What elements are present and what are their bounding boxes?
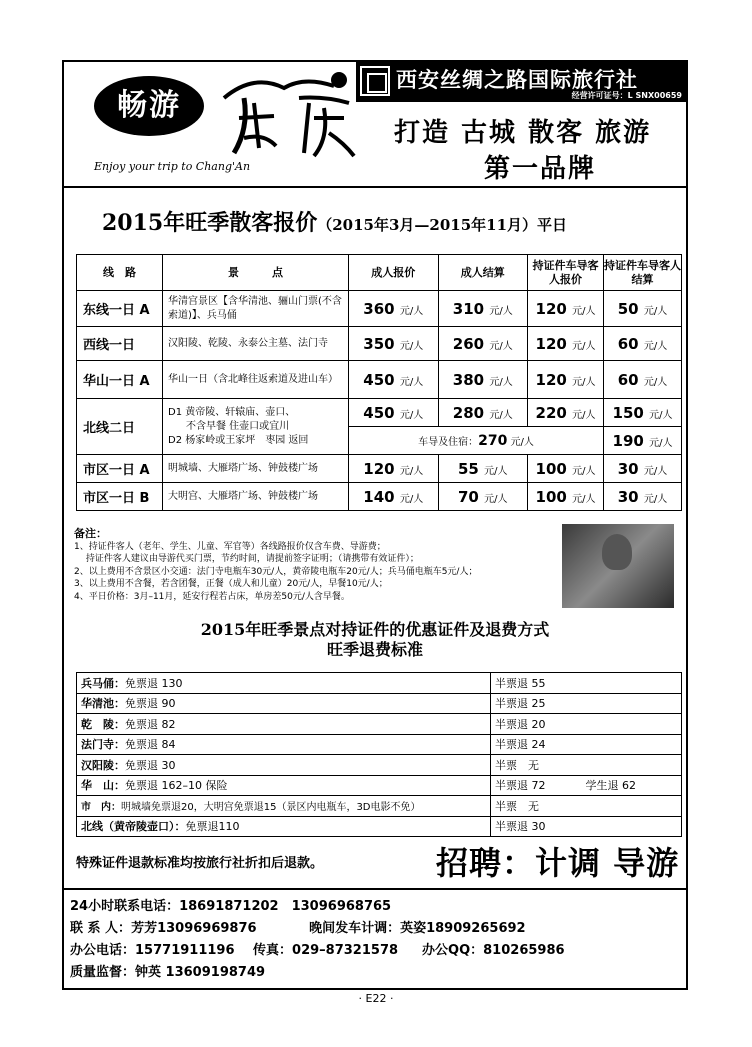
table-row [77,693,682,714]
route-spots: 华清宫景区【含华清池、骊山门票(不含索道)】、兵马俑 [163,291,349,327]
refund-full [77,816,491,837]
price-unit: 元/人 [484,493,508,505]
slogan-line1: 打造 古城 散客 旅游 [394,118,652,148]
adult-settle [438,361,528,399]
price-value: 360 [363,299,395,318]
price-unit: 元/人 [643,340,668,352]
refund-full [77,734,491,755]
adult-settle [438,455,528,483]
price-value: 380 [452,370,485,389]
qq-label: 办公QQ： [422,943,484,958]
price-title [102,206,567,237]
table-row [77,399,682,427]
price-unit: 元/人 [572,493,596,505]
price-value: 450 [363,370,395,389]
price-unit: 元/人 [399,493,424,505]
price-unit: 元/人 [643,465,668,477]
table-row [77,816,682,837]
price-value: 150 [612,403,644,422]
full-refund: 免票退 30 [125,758,176,772]
guide-lodging [349,427,604,455]
price-unit: 元/人 [489,340,513,352]
agency-name: 西安丝绸之路国际旅行社 [396,68,638,92]
price-value: 50 [617,299,639,318]
office-row [70,940,686,962]
cert-price [528,327,604,361]
spots-line: D1 黄帝陵、轩辕庙、壶口、 [168,406,296,418]
price-value: 350 [363,334,395,353]
cert-settle [604,483,682,511]
night-label: 晚间发车计调： [309,921,401,936]
cert-price [528,399,604,427]
quality-row [70,962,686,984]
full-refund: 免票退 130 [125,676,183,690]
site-name: 华清池： [81,697,125,711]
col-adult-price: 成人报价 [349,255,439,291]
quality-value: 钟英 13609198749 [135,965,266,980]
adult-settle [438,327,528,361]
site-name: 北线（黄帝陵壶口）： [81,820,186,834]
price-unit: 元/人 [399,305,424,317]
price-value: 140 [363,487,395,506]
price-title-main: 2015年旺季散客报价 [102,210,318,236]
price-value: 220 [535,403,567,422]
note-line: 4、平日价格：3月–11月，延安行程若占床，单房差50元/人含早餐。 [74,591,350,602]
table-row [77,734,682,755]
contact-info [64,888,686,984]
price-unit: 元/人 [643,376,668,388]
price-value: 120 [363,459,395,478]
route-spots: 汉阳陵、乾陵、永泰公主墓、法门寺 [163,327,349,361]
person-row [70,918,686,940]
route-spots: 华山一日（含北峰往返索道及进山车） [163,361,349,399]
site-name: 市 内： [81,802,121,814]
price-unit: 元/人 [399,376,424,388]
spots-line: D2 杨家岭或王家坪 枣园 返回 [168,434,309,446]
recruit-banner: 招聘：计调 导游 [436,844,680,882]
price-unit: 元/人 [484,465,508,477]
price-value: 100 [535,459,567,478]
person-value: 芳芳13096969876 [131,921,257,936]
adult-price [349,361,439,399]
header [64,62,686,188]
table-row [77,327,682,361]
price-unit: 元/人 [649,437,673,449]
half-refund: 半票退 24 [491,734,682,755]
col-adult-settle: 成人结算 [438,255,528,291]
refund-title-line1: 2015年旺季景点对持证件的优惠证件及退费方式 [200,620,550,639]
changan-calligraphy-logo [214,68,364,160]
cert-settle [604,291,682,327]
col-route: 线 路 [77,255,163,291]
qq-value: 810265986 [483,943,565,958]
price-table [76,254,682,511]
route-name: 市区一日 B [77,483,163,511]
refund-table [76,672,682,837]
terracotta-warrior-photo [562,524,674,608]
changyou-logo: 畅游 [94,76,204,136]
student-refund: 学生退 62 [585,779,636,793]
hotline-value: 18691871202 13096968765 [179,899,392,914]
guide-lodging-label: 车导及住宿： [418,436,479,448]
price-unit: 元/人 [643,493,668,505]
half-refund: 半票退 55 [491,673,682,694]
half-refund: 半票 无 [491,796,682,817]
notes [74,528,554,603]
col-cert-price: 持证件车导客人报价 [528,255,604,291]
note-line: 持证件客人建议由导游代买门票，节约时间，请提前签字证明；（请携带有效证件）； [74,554,419,564]
person-label: 联 系 人： [70,921,132,936]
site-name: 乾 陵： [81,717,125,731]
agency-banner [356,62,686,102]
half-refund: 半票退 30 [491,816,682,837]
price-table-header [77,255,682,291]
price-value: 55 [458,459,479,478]
page-number: · E22 · [358,992,394,1005]
price-unit: 元/人 [489,305,513,317]
office-label: 办公电话： [70,943,136,958]
route-spots: 大明宫、大雁塔广场、钟鼓楼广场 [163,483,349,511]
refund-title-line2: 旺季退费标准 [326,640,423,659]
special-refund-note: 特殊证件退款标准均按旅行社折扣后退款。 [76,856,324,871]
price-unit: 元/人 [572,376,596,388]
table-row [77,775,682,796]
table-row [77,483,682,511]
table-row [77,714,682,735]
full-refund: 免票退 82 [125,717,176,731]
route-name: 华山一日 A [77,361,163,399]
price-unit: 元/人 [399,340,424,352]
full-refund: 免票退 162–10 保险 [125,779,228,793]
cert-price [528,455,604,483]
half-refund-value: 半票退 72 [495,779,546,793]
site-name: 法门寺： [81,738,125,752]
price-value: 450 [363,403,395,422]
table-row [77,291,682,327]
price-unit: 元/人 [489,409,513,421]
cert-price [528,361,604,399]
price-title-sub: （2015年3月—2015年11月）平日 [317,216,568,234]
col-cert-settle: 持证件车导客人结算 [604,255,682,291]
adult-price [349,399,439,427]
table-row [77,796,682,817]
price-value: 280 [452,403,485,422]
price-value: 190 [612,431,644,450]
hotline-label: 24小时联系电话： [70,899,180,914]
cert-settle [604,361,682,399]
adult-settle [438,291,528,327]
cert-price [528,291,604,327]
page-frame [62,60,688,990]
price-value: 260 [452,334,485,353]
price-unit: 元/人 [399,409,424,421]
price-value: 30 [617,459,639,478]
note-line: 1、持证件客人（老年、学生、儿童、军官等）各线路报价仅含车费、导游费； [74,541,386,552]
col-spots: 景 点 [163,255,349,291]
slogan-line2: 第一品牌 [484,154,597,184]
refund-full [77,673,491,694]
site-name: 华 山： [81,779,125,793]
price-unit: 元/人 [572,340,596,352]
adult-price [349,455,439,483]
adult-price [349,291,439,327]
route-name: 西线一日 [77,327,163,361]
adult-settle [438,399,528,427]
refund-full [77,796,491,817]
table-row [77,755,682,776]
cert-settle [604,327,682,361]
full-refund: 免票退110 [185,820,240,834]
price-value: 30 [617,487,639,506]
adult-price [349,327,439,361]
price-unit: 元/人 [572,305,596,317]
price-value: 100 [535,487,567,506]
price-value: 70 [458,487,479,506]
route-spots [163,399,349,455]
office-value: 15771911196 [135,943,235,958]
agency-seal-icon [360,66,390,96]
table-row [77,455,682,483]
half-refund: 半票退 20 [491,714,682,735]
table-row [77,673,682,694]
price-value: 120 [535,370,567,389]
refund-full [77,714,491,735]
price-unit: 元/人 [572,409,596,421]
price-unit: 元/人 [510,436,534,448]
price-value: 60 [617,334,639,353]
price-value: 120 [535,299,567,318]
cert-price [528,483,604,511]
quality-label: 质量监督： [70,965,136,980]
half-refund: 半票 无 [491,755,682,776]
license-number: 经营许可证号：L SNX00659 [571,91,682,100]
route-name: 北线二日 [77,399,163,455]
cert-settle [604,399,682,427]
site-name: 汉阳陵： [81,758,125,772]
refund-full [77,775,491,796]
hotline-row [70,896,686,918]
cert-settle [604,427,682,455]
refund-full [77,693,491,714]
notes-head: 备注： [74,527,107,540]
night-value: 英姿18909265692 [400,921,526,936]
price-value: 270 [478,432,508,449]
price-unit: 元/人 [489,376,513,388]
fax-value: 029–87321578 [292,943,399,958]
adult-price [349,483,439,511]
half-refund: 半票退 25 [491,693,682,714]
price-value: 310 [452,299,485,318]
price-unit: 元/人 [399,465,424,477]
route-name: 市区一日 A [77,455,163,483]
full-refund: 明城墙免票退20，大明宫免票退15（景区内电瓶车，3D电影不免） [121,802,421,814]
full-refund: 免票退 90 [125,697,176,711]
price-value: 60 [617,370,639,389]
refund-full [77,755,491,776]
spots-line: 不含早餐 住壶口或宜川 [186,420,290,432]
note-line: 2、以上费用不含景区小交通：法门寺电瓶车30元/人，黄帝陵电瓶车20元/人；兵马俑电瓶车5元/人； [74,566,478,577]
table-row [77,361,682,399]
full-refund: 免票退 84 [125,738,176,752]
price-unit: 元/人 [649,409,673,421]
cert-settle [604,455,682,483]
price-unit: 元/人 [572,465,596,477]
price-value: 120 [535,334,567,353]
refund-title [64,620,686,660]
route-name: 东线一日 A [77,291,163,327]
site-name: 兵马俑： [81,676,125,690]
price-unit: 元/人 [643,305,668,317]
logo-tagline: Enjoy your trip to Chang'An [94,160,251,173]
half-refund [491,775,682,796]
fax-label: 传真： [253,943,293,958]
adult-settle [438,483,528,511]
route-spots: 明城墙、大雁塔广场、钟鼓楼广场 [163,455,349,483]
note-line: 3、以上费用不含餐，若含团餐，正餐（成人和儿童）20元/人，早餐10元/人； [74,579,388,589]
